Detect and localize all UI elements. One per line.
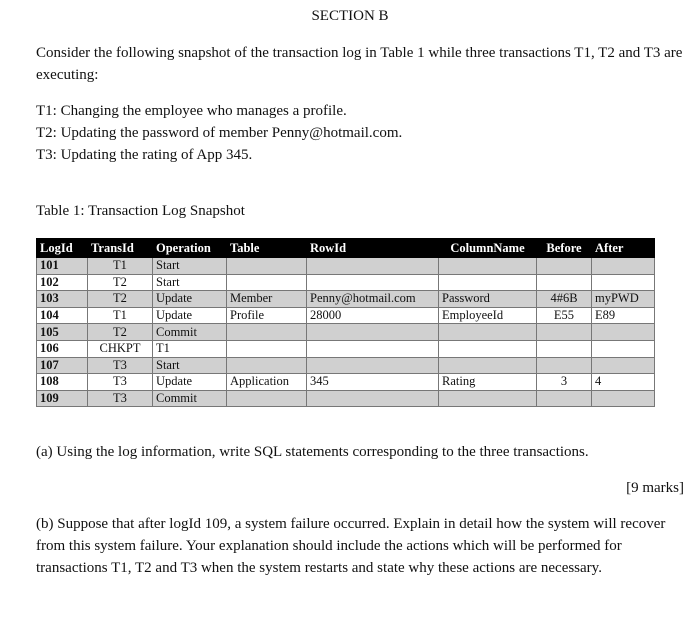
operation-cell: Update (153, 291, 227, 308)
row-id-cell (307, 390, 439, 407)
before-value-cell: 4#6B (537, 291, 592, 308)
row-id-cell (307, 324, 439, 341)
trans-id-cell: T3 (88, 357, 153, 374)
row-id-cell (307, 340, 439, 357)
operation-cell: Commit (153, 390, 227, 407)
trans-id-cell: T3 (88, 374, 153, 391)
column-header: Before (537, 239, 592, 258)
trans-id-cell: T1 (88, 258, 153, 275)
log-id-cell: 102 (37, 274, 88, 291)
column-name-cell (439, 274, 537, 291)
log-id-cell: 106 (37, 340, 88, 357)
table-row (37, 324, 655, 341)
table-row (37, 374, 655, 391)
row-id-cell: Penny@hotmail.com (307, 291, 439, 308)
trans-id-cell: T2 (88, 291, 153, 308)
operation-cell: Start (153, 258, 227, 275)
log-id-cell: 105 (37, 324, 88, 341)
table-name-cell (227, 390, 307, 407)
after-value-cell: myPWD (592, 291, 655, 308)
before-value-cell (537, 324, 592, 341)
column-name-cell (439, 324, 537, 341)
operation-cell: Commit (153, 324, 227, 341)
after-value-cell (592, 357, 655, 374)
after-value-cell (592, 324, 655, 341)
column-name-cell: Password (439, 291, 537, 308)
log-id-cell: 109 (37, 390, 88, 407)
table-row (37, 258, 655, 275)
question-a: (a) Using the log information, write SQL statements corresponding to the three transactions. (36, 444, 589, 460)
log-id-cell: 101 (37, 258, 88, 275)
trans-id-cell: T2 (88, 274, 153, 291)
column-header: Operation (153, 239, 227, 258)
operation-cell: Start (153, 357, 227, 374)
operation-cell: Update (153, 374, 227, 391)
row-id-cell (307, 274, 439, 291)
before-value-cell (537, 357, 592, 374)
after-value-cell (592, 274, 655, 291)
trans-id-cell: T2 (88, 324, 153, 341)
trans-id-cell: T3 (88, 390, 153, 407)
table-row (37, 307, 655, 324)
log-id-cell: 103 (37, 291, 88, 308)
row-id-cell: 28000 (307, 307, 439, 324)
table-name-cell (227, 274, 307, 291)
column-header: TransId (88, 239, 153, 258)
operation-cell: Start (153, 274, 227, 291)
before-value-cell (537, 258, 592, 275)
column-name-cell: Rating (439, 374, 537, 391)
table-name-cell: Member (227, 291, 307, 308)
log-id-cell: 107 (37, 357, 88, 374)
column-header: RowId (307, 239, 439, 258)
table-name-cell (227, 258, 307, 275)
transaction-item-t2: T2: Updating the password of member Penny@hotmail.com. (36, 125, 403, 141)
table-row (37, 390, 655, 407)
row-id-cell (307, 357, 439, 374)
after-value-cell: E89 (592, 307, 655, 324)
before-value-cell (537, 274, 592, 291)
section-title: SECTION B (311, 8, 389, 24)
column-header: Table (227, 239, 307, 258)
before-value-cell (537, 390, 592, 407)
transaction-item-t3: T3: Updating the rating of App 345. (36, 147, 253, 163)
question-b: (b) Suppose that after logId 109, a system failure occurred. Explain in detail how the system will recover from this system failure. Your explanation should include the actions which will be performed for transactions T1, T2 and T3 when the system restarts and state why these actions are necessary. (36, 516, 666, 576)
table-row (37, 340, 655, 357)
table-row (37, 357, 655, 374)
transaction-item-t1: T1: Changing the employee who manages a profile. (36, 103, 347, 119)
column-header: LogId (37, 239, 88, 258)
table-name-cell (227, 324, 307, 341)
column-name-cell (439, 390, 537, 407)
column-name-cell (439, 357, 537, 374)
table-name-cell: Profile (227, 307, 307, 324)
trans-id-cell: T1 (88, 307, 153, 324)
table-row (37, 291, 655, 308)
table-name-cell (227, 340, 307, 357)
before-value-cell (537, 340, 592, 357)
after-value-cell: 4 (592, 374, 655, 391)
table-caption: Table 1: Transaction Log Snapshot (36, 203, 245, 219)
row-id-cell: 345 (307, 374, 439, 391)
table-header-row (37, 239, 655, 258)
column-header: ColumnName (439, 239, 537, 258)
after-value-cell (592, 340, 655, 357)
after-value-cell (592, 390, 655, 407)
table-name-cell (227, 357, 307, 374)
log-id-cell: 108 (37, 374, 88, 391)
column-name-cell (439, 258, 537, 275)
intro-paragraph: Consider the following snapshot of the transaction log in Table 1 while three transactions T1, T2 and T3 are executing: (36, 45, 683, 83)
marks-label: [9 marks] (626, 480, 684, 496)
transaction-list (36, 100, 686, 166)
column-name-cell: EmployeeId (439, 307, 537, 324)
log-id-cell: 104 (37, 307, 88, 324)
after-value-cell (592, 258, 655, 275)
table-name-cell: Application (227, 374, 307, 391)
table-row (37, 274, 655, 291)
operation-cell: Update (153, 307, 227, 324)
transaction-log-table (36, 238, 655, 407)
column-header: After (592, 239, 655, 258)
trans-id-cell: CHKPT (88, 340, 153, 357)
operation-cell: T1 (153, 340, 227, 357)
before-value-cell: 3 (537, 374, 592, 391)
before-value-cell: E55 (537, 307, 592, 324)
row-id-cell (307, 258, 439, 275)
column-name-cell (439, 340, 537, 357)
